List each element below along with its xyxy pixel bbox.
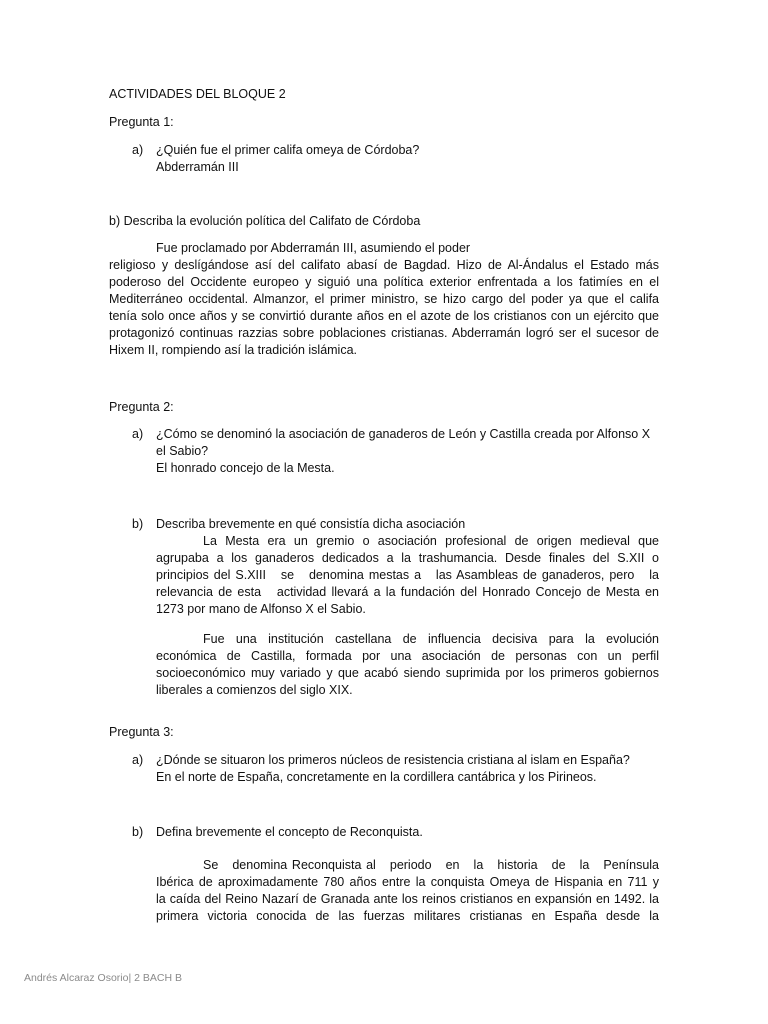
q2-b-p1-line: 1273 por mano de Alfonso X el Sabio.	[156, 602, 366, 616]
q3-b-line: la caída del Reino Nazarí de Granada ante los reinos cristianos en expansión en 1492. la	[156, 892, 659, 906]
q2-a-marker: a)	[132, 427, 144, 441]
q3-b-line: primera victoria conocida de las fuerzas militares cristianas en España desde la	[156, 909, 659, 923]
q2-b-p2-line: socioeconómico muy variado y que acabó siendo suprimida por los primeros gobiernos	[156, 666, 659, 680]
q3-a-question: ¿Dónde se situaron los primeros núcleos de resistencia cristiana al islam en España?	[156, 753, 630, 767]
q2-b-marker: b)	[132, 517, 144, 531]
q2-a-answer: El honrado concejo de la Mesta.	[156, 461, 335, 475]
question-3-heading: Pregunta 3:	[109, 725, 174, 739]
q1-b-line: Fue proclamado por Abderramán III, asumiendo el poder	[156, 241, 471, 255]
q1-a-marker: a)	[132, 143, 144, 157]
q3-b-question: Defina brevemente el concepto de Reconquista.	[156, 825, 423, 839]
q1-b-line: Hixem II, rompiendo así la tradición islámica.	[109, 343, 358, 357]
document-title: ACTIVIDADES DEL BLOQUE 2	[109, 87, 286, 101]
q2-b-paragraph-2	[156, 631, 659, 699]
question-2-heading: Pregunta 2:	[109, 400, 174, 414]
q1-b-line: Mediterráneo occidental. Almanzor, el primer ministro, se hizo cargo del poder ya que el califa	[109, 292, 659, 306]
page-footer: Andrés Alcaraz Osorio| 2 BACH B	[24, 972, 182, 984]
q1-a-question: ¿Quién fue el primer califa omeya de Córdoba?	[156, 143, 420, 157]
q2-a-question-line: el Sabio?	[156, 444, 209, 458]
q2-b-p1-line: agrupaba a los ganaderos dedicados a la trashumancia. Desde finales del S.XII o	[156, 551, 659, 565]
q2-b-p1-line: La Mesta era un gremio o asociación profesional de origen medieval que	[203, 534, 659, 548]
q3-b-line: Ibérica de aproximadamente 780 años entre la conquista Omeya de Hispania en 711 y	[156, 875, 659, 889]
q2-b-paragraph-1	[156, 533, 659, 618]
q2-a-question	[156, 426, 661, 460]
q1-b-line: poderoso del Occidente europeo y siguió una política exterior enfrentada a los fatimíes en el	[109, 275, 659, 289]
q2-b-p2-line: económica de Castilla, formada por una asociación de personas con un perfil	[156, 649, 659, 663]
q2-b-p1-line: relevancia de esta actividad llevará a la fundación del Honrado Concejo de Mesta en	[156, 585, 659, 599]
q2-a-question-line: ¿Cómo se denominó la asociación de ganaderos de León y Castilla creada por Alfonso X	[156, 427, 651, 441]
q1-b-line: protagonizó continuas razzias sobre poblaciones cristianas. Abderramán logró ser el sucesor de	[109, 326, 659, 340]
q2-b-question: Describa brevemente en qué consistía dicha asociación	[156, 517, 466, 531]
q1-b-line: tenía solo once años y se convirtió durante años en el azote de los cristianos con un ejército que	[109, 309, 659, 323]
q3-b-line: Se denomina Reconquista al periodo en la historia de la Península	[203, 858, 659, 872]
q1-a-answer: Abderramán III	[156, 160, 239, 174]
q1-b-line: religioso y deslígándose así del califato abasí de Bagdad. Hizo de Al-Ándalus el Estado más	[109, 258, 659, 272]
q3-b-marker: b)	[132, 825, 144, 839]
question-1-heading: Pregunta 1:	[109, 115, 174, 129]
q3-b-paragraph	[156, 857, 659, 925]
q2-b-p1-line: principios del S.XIII se denomina mestas a las Asambleas de ganaderos, pero la	[156, 568, 659, 582]
q3-a-answer: En el norte de España, concretamente en la cordillera cantábrica y los Pirineos.	[156, 770, 597, 784]
q2-b-p2-line: Fue una institución castellana de influencia decisiva para la evolución	[203, 632, 659, 646]
q1-b-question: b) Describa la evolución política del Califato de Córdoba	[109, 214, 421, 228]
q3-a-marker: a)	[132, 753, 144, 767]
q2-b-p2-line: liberales a comienzos del siglo XIX.	[156, 683, 353, 697]
q1-b-answer-paragraph	[109, 240, 659, 359]
